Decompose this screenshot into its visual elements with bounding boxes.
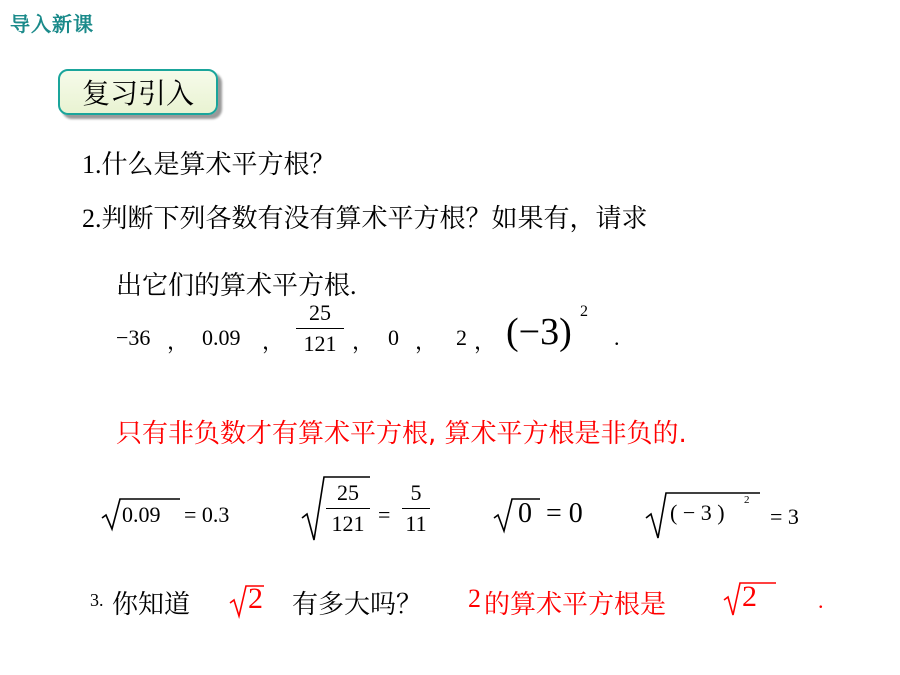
question-3-number: 3. [90,590,104,610]
answer-3-result: = 0 [546,498,583,529]
question-3-text-2: 有多大吗？ [292,590,423,620]
fraction-denominator: 121 [303,331,337,356]
answer-1-radicand: 0.09 [122,502,161,527]
answer-4-radicand: ( − 3 ) [670,500,725,525]
separator: ， [352,330,375,355]
list-end-period: . [614,325,620,350]
question-1-number: 1. [82,150,102,179]
key-statement: 只有非负数才有算术平方根, 算术平方根是非负的. [116,419,687,449]
fraction-denominator: 121 [331,511,365,536]
number-neg3-squared-base: (−3) [506,311,572,353]
separator: ， [415,330,438,355]
question-3-number-wrap [90,590,104,611]
fraction-numerator: 25 [309,300,331,325]
separator: ， [262,330,285,355]
fraction-numerator: 25 [337,480,359,505]
separator: ， [167,330,190,355]
answer-2-equals: = [378,502,391,527]
fraction-bar [326,508,370,509]
number-neg36: −36 [116,325,151,350]
answer-3-number: 2 [468,584,481,613]
answer-2-fraction [326,480,370,537]
sqrt-sign [492,496,542,534]
question-2 [82,198,648,235]
answer-4-result: = 3 [770,504,799,529]
answer-3-text: 的算术平方根是 [484,590,667,620]
answer-2-result-fraction [402,480,430,537]
question-3-radicand: 2 [248,582,263,615]
fraction-numerator: 5 [410,480,422,505]
number-0-09: 0.09 [202,325,241,350]
question-1 [82,144,336,181]
number-0: 0 [388,325,399,350]
question-2-text: 判断下列各数有没有算术平方根？如果有，请求 [101,204,648,234]
question-2-number: 2. [82,204,102,233]
question-2-period: . [350,271,357,300]
fraction-denominator: 11 [405,511,427,536]
number-neg3-squared-exponent: 2 [580,303,588,320]
fraction-bar [296,328,344,329]
answer-3-radicand: 0 [518,498,532,529]
answer-3-radicand: 2 [742,580,757,613]
answer-1-result: = 0.3 [184,502,230,527]
question-2-text-2: 出它们的算术平方根 [116,271,351,301]
review-badge-label: 复习引入 [81,77,194,110]
question-1-text: 什么是算术平方根？ [101,150,336,180]
question-3-text: 你知道 [112,590,191,620]
question-2-continued [116,265,357,302]
separator: ， [474,330,497,355]
fraction-25-121 [296,300,344,357]
fraction-bar [402,508,430,509]
review-badge [58,69,218,115]
number-2: 2 [456,325,467,350]
answer-4-exponent: 2 [744,494,750,506]
answer-3-period: . [818,588,824,613]
section-title: 导入新课 [10,12,94,36]
